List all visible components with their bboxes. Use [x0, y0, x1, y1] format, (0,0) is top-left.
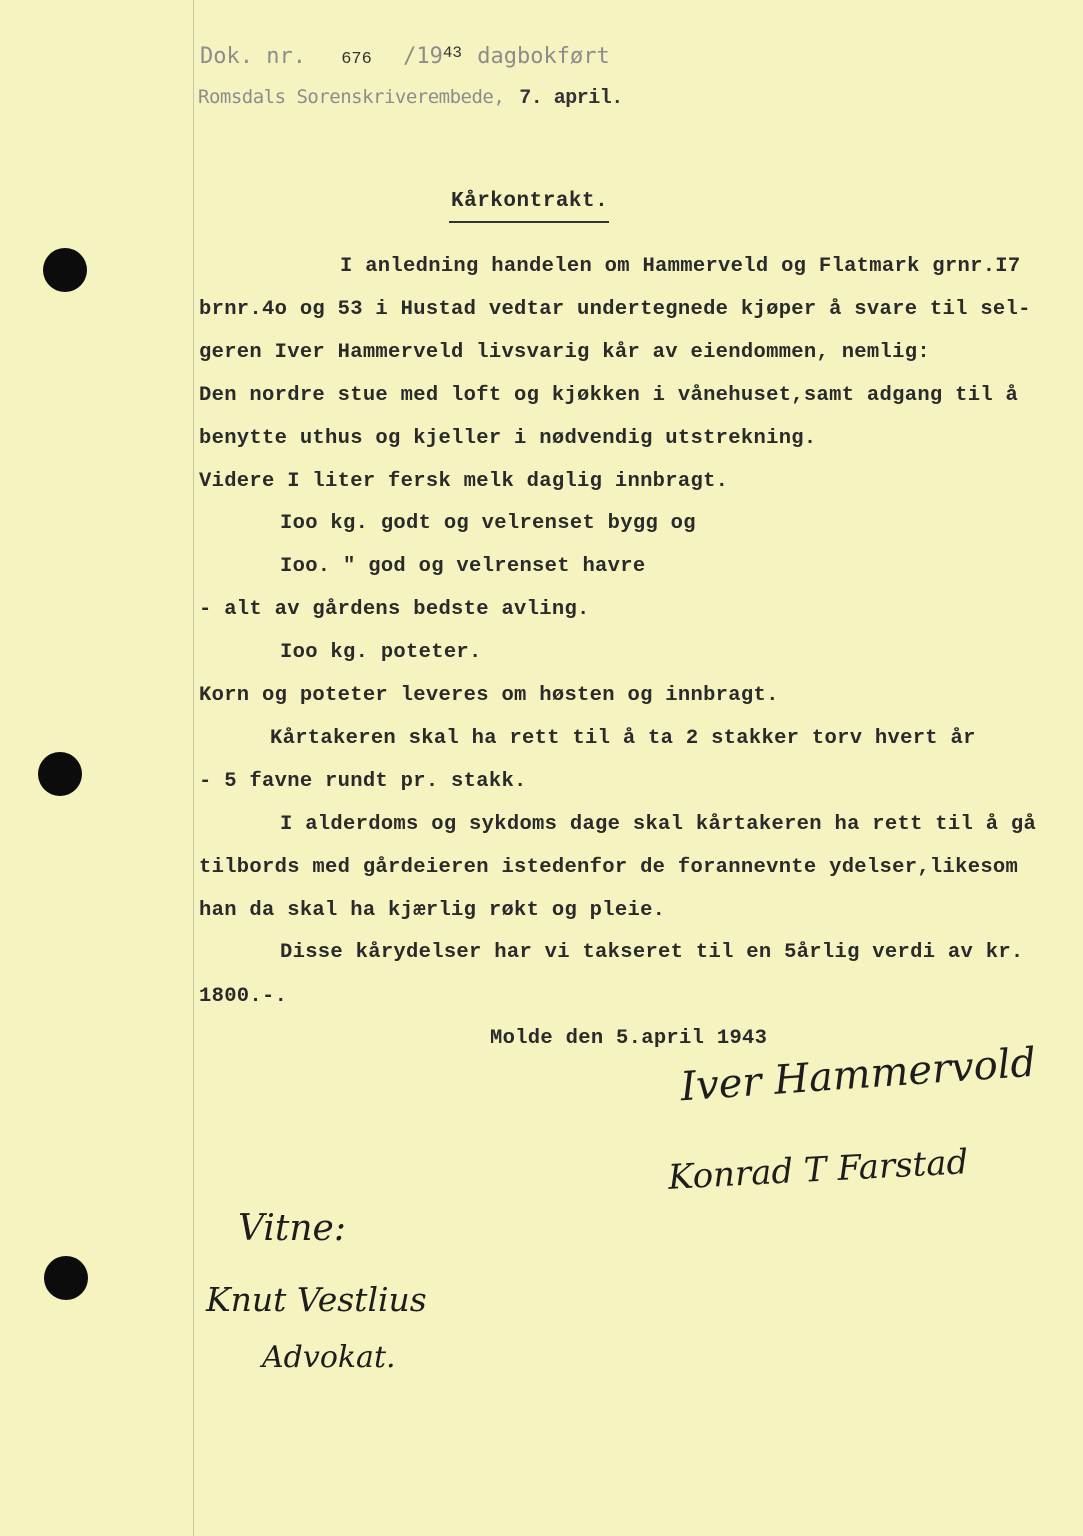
body-line: tilbords med gårdeieren istedenfor de forannevnte ydelser,likesom: [199, 856, 1019, 879]
seller-signature: Iver Hammervold: [678, 1039, 1038, 1111]
body-line: Ioo. " god og velrenset havre: [280, 555, 646, 578]
body-line: Videre I liter fersk melk daglig innbragt.: [199, 470, 729, 493]
witness-signature: Knut Vestlius: [206, 1280, 427, 1319]
body-line: benytte uthus og kjeller i nødvendig utstrekning.: [199, 427, 817, 450]
punch-hole-bottom: [44, 1256, 88, 1300]
doc-number: 676: [341, 50, 372, 69]
stamp-date: 7. april.: [519, 87, 623, 110]
body-line: I anledning handelen om Hammerveld og Flatmark grnr.I7: [340, 255, 1021, 278]
place-date: Molde den 5.april 1943: [490, 1027, 768, 1050]
body-line: I alderdoms og sykdoms dage skal kårtakeren ha rett til å gå: [280, 813, 1037, 836]
witness-label: Vitne:: [238, 1208, 346, 1249]
body-line: Kårtakeren skal ha rett til å ta 2 stakker torv hvert år: [270, 727, 976, 750]
stamp-year-prefix: /19: [403, 44, 443, 69]
document-title: Kårkontrakt.: [451, 190, 609, 213]
body-line: - 5 favne rundt pr. stakk.: [199, 770, 527, 793]
stamp-year-suffix: 43: [442, 44, 463, 62]
body-line: Disse kårydelser har vi takseret til en 5årlig verdi av kr.: [280, 941, 1024, 964]
stamp-office: Romsdals Sorenskriverembede,: [198, 86, 505, 108]
stamp-label: Dok. nr.: [200, 44, 306, 69]
title-underline: [449, 221, 609, 223]
body-line: han da skal ha kjærlig røkt og pleie.: [199, 899, 666, 922]
witness-title: Advokat.: [262, 1340, 396, 1375]
body-line: geren Iver Hammerveld livsvarig kår av eiendommen, nemlig:: [199, 341, 930, 364]
buyer-signature: Konrad T Farstad: [667, 1142, 970, 1198]
margin-rule: [193, 0, 194, 1536]
stamp-line-2: [198, 86, 623, 110]
stamp-line-1: [200, 44, 610, 69]
punch-hole-top: [43, 248, 87, 292]
punch-hole-middle: [38, 752, 82, 796]
body-line: Korn og poteter leveres om høsten og innbragt.: [199, 684, 779, 707]
body-line: 1800.-.: [199, 985, 288, 1008]
body-line: Den nordre stue med loft og kjøkken i vånehuset,samt adgang til å: [199, 384, 1019, 407]
body-line: - alt av gårdens bedste avling.: [199, 598, 590, 621]
body-line: brnr.4o og 53 i Hustad vedtar undertegnede kjøper å svare til sel-: [199, 298, 1031, 321]
body-line: Ioo kg. godt og velrenset bygg og: [280, 512, 696, 535]
stamp-tail: dagbokført: [477, 44, 610, 69]
body-line: Ioo kg. poteter.: [280, 641, 482, 664]
